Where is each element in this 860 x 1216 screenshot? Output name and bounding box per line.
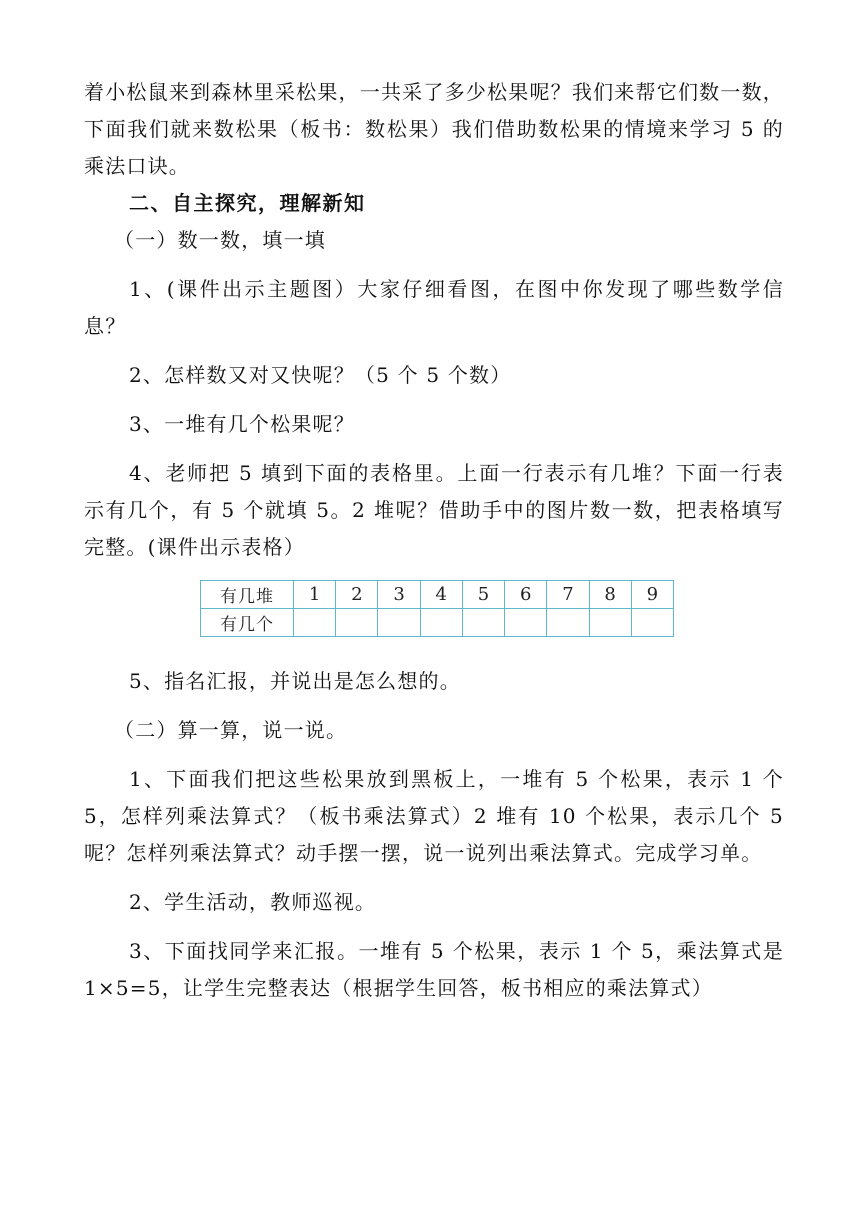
list-item: 1、下面我们把这些松果放到黑板上，一堆有 5 个松果，表示 1 个 5，怎样列乘法算式？（板书乘法算式）2 堆有 10 个松果，表示几个 5 呢？怎样列乘法算式？动手摆一摆，说一说列出乘法算式。完成学习单。 bbox=[84, 767, 784, 865]
empty-cell bbox=[631, 609, 673, 637]
table-cell: 7 bbox=[547, 581, 589, 609]
list-item: 3、下面找同学来汇报。一堆有 5 个松果，表示 1 个 5，乘法算式是 1×5=5，让学生完整表达（根据学生回答，板书相应的乘法算式） bbox=[84, 939, 784, 1000]
table-cell: 2 bbox=[336, 581, 378, 609]
table-cell: 9 bbox=[631, 581, 673, 609]
count-table-figure bbox=[200, 580, 674, 637]
empty-cell bbox=[378, 609, 420, 637]
table-cell: 6 bbox=[505, 581, 547, 609]
empty-cell bbox=[294, 609, 336, 637]
document-page bbox=[84, 74, 784, 1007]
list-item: 5、指名汇报，并说出是怎么想的。 bbox=[129, 669, 461, 693]
empty-cell bbox=[420, 609, 462, 637]
empty-cell bbox=[589, 609, 631, 637]
count-table bbox=[200, 580, 674, 637]
row-header-piles: 有几堆 bbox=[201, 581, 294, 609]
empty-cell bbox=[462, 609, 504, 637]
table-row bbox=[201, 609, 674, 637]
list-item: 4、老师把 5 填到下面的表格里。上面一行表示有几堆？下面一行表示有几个，有 5 个就填 5。2 堆呢？借助手中的图片数一数，把表格填写完整。(课件出示表格） bbox=[84, 461, 784, 559]
list-item: 3、一堆有几个松果呢？ bbox=[129, 412, 355, 436]
table-cell: 1 bbox=[294, 581, 336, 609]
row-header-count: 有几个 bbox=[201, 609, 294, 637]
table-cell: 4 bbox=[420, 581, 462, 609]
empty-cell bbox=[505, 609, 547, 637]
table-cell: 5 bbox=[462, 581, 504, 609]
list-item: 1、(课件出示主题图）大家仔细看图，在图中你发现了哪些数学信息？ bbox=[84, 277, 784, 338]
subsection-title-1: （一）数一数，填一填 bbox=[114, 228, 326, 252]
table-row bbox=[201, 581, 674, 609]
list-item: 2、怎样数又对又快呢？（5 个 5 个数） bbox=[129, 363, 512, 387]
empty-cell bbox=[547, 609, 589, 637]
intro-paragraph: 着小松鼠来到森林里采松果，一共采了多少松果呢？我们来帮它们数一数，下面我们就来数松果（板书：数松果）我们借助数松果的情境来学习 5 的乘法口诀。 bbox=[84, 80, 784, 178]
subsection-title-2: （二）算一算，说一说。 bbox=[114, 718, 348, 742]
section-heading: 二、自主探究，理解新知 bbox=[129, 191, 366, 215]
table-cell: 3 bbox=[378, 581, 420, 609]
empty-cell bbox=[336, 609, 378, 637]
list-item: 2、学生活动，教师巡视。 bbox=[129, 890, 377, 914]
table-cell: 8 bbox=[589, 581, 631, 609]
